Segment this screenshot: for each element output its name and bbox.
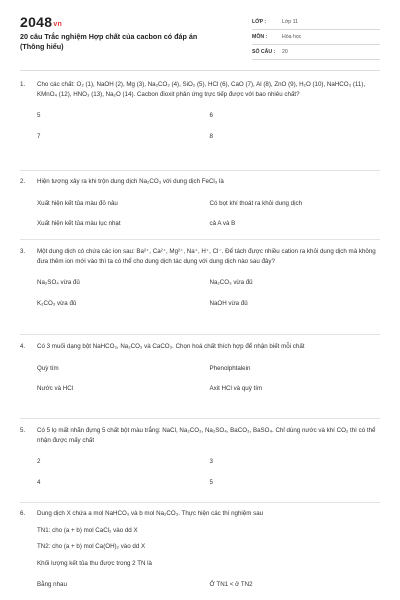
answer-option[interactable]: 5	[209, 478, 213, 486]
answer-options	[20, 580, 382, 590]
question-number: 5.	[20, 427, 26, 434]
question-6	[20, 509, 382, 590]
answer-option[interactable]: Xuất hiện kết tủa màu đỏ nâu	[37, 199, 118, 207]
experiment-line: Khối lượng kết tủa thu được trong 2 TN là	[37, 559, 153, 567]
question-number: 1.	[20, 81, 26, 88]
info-label: SỐ CÂU :	[252, 49, 276, 55]
question-divider	[20, 239, 380, 240]
answer-options	[20, 364, 382, 394]
info-label: LỚP :	[252, 19, 267, 25]
answer-option[interactable]: 7	[37, 132, 41, 140]
experiment-line: TN2: cho (a + b) mol Ca(OH)₂ vào dd X	[37, 543, 146, 550]
question-number: 4.	[20, 343, 26, 350]
question-2	[20, 177, 382, 229]
document-header	[0, 0, 400, 62]
answer-option[interactable]: Phenolphtalein	[209, 364, 251, 372]
question-text: Một dung dịch có chứa các ion sau: Ba²⁺, Ca²⁺, Mg²⁺, Na⁺, H⁺, Cl⁻. Để tách được nhiều cation ra khỏi dung dịch mà không đưa thêm ion mới vào thì ta có thể cho dung dịch tác dụng với dung dịch nào sau đây?	[37, 248, 376, 265]
answer-option[interactable]: 3	[209, 458, 213, 465]
answer-options	[20, 457, 382, 487]
answer-option[interactable]: Ở TN1 < ở TN2	[209, 581, 253, 588]
answer-options	[20, 111, 382, 141]
info-row-count	[252, 45, 380, 60]
info-label: MÔN :	[252, 34, 268, 40]
answer-option[interactable]: Na₂CO₃ vừa đủ	[209, 279, 253, 286]
answer-option[interactable]: Xuất hiện kết tủa màu lục nhạt	[37, 220, 121, 227]
answer-option[interactable]: K₂CO₃ vừa đủ	[37, 299, 77, 307]
info-value: Hóa học	[282, 34, 302, 40]
answer-option[interactable]: Na₂SO₄ vừa đủ	[37, 279, 80, 286]
document-title: 20 câu Trắc nghiệm Hợp chất của cacbon có đáp án (Thông hiểu)	[20, 32, 198, 51]
question-divider	[20, 170, 380, 171]
answer-options	[20, 278, 382, 308]
question-text: Dung dịch X chứa a mol NaHCO₃ và b mol Na₂CO₃. Thực hiện các thí nghiệm sau	[37, 510, 264, 517]
question-number: 3.	[20, 248, 26, 255]
question-5	[20, 426, 382, 487]
site-logo[interactable]	[20, 14, 62, 30]
info-value: Lớp 11	[282, 19, 298, 25]
answer-option[interactable]: Axit HCl và quỳ tím	[209, 385, 263, 392]
answer-option[interactable]: cả A và B	[209, 220, 236, 227]
info-value: 20	[282, 49, 288, 55]
answer-option[interactable]: Có bọt khí thoát ra khỏi dung dịch	[209, 199, 303, 207]
question-divider	[20, 418, 380, 419]
answer-option[interactable]: 5	[37, 112, 41, 119]
question-4	[20, 342, 382, 394]
question-text: Hiện tượng xảy ra khi trộn dung dịch Na₂CO₃ với dung dịch FeCl₃ là	[37, 178, 224, 185]
question-divider	[20, 334, 380, 335]
answer-option[interactable]: Nước và HCl	[37, 385, 74, 392]
logo-suffix: vn	[53, 21, 63, 28]
document-info	[252, 15, 380, 60]
answer-option[interactable]: 2	[37, 458, 41, 465]
question-divider	[20, 502, 380, 503]
answer-option[interactable]: 4	[37, 478, 41, 486]
question-3	[20, 247, 382, 308]
answer-option[interactable]: NaOH vừa đủ	[209, 299, 248, 307]
info-row-subject	[252, 30, 380, 45]
answer-option[interactable]: 6	[209, 112, 213, 119]
answer-option[interactable]: Bằng nhau	[37, 581, 67, 588]
answer-option[interactable]: 8	[209, 132, 213, 140]
logo-text: 2048	[20, 14, 53, 30]
question-1	[20, 80, 382, 141]
answer-options	[20, 199, 382, 229]
answer-option[interactable]: Quỳ tím	[37, 364, 59, 372]
question-number: 2.	[20, 178, 26, 185]
question-text: Có 5 lọ mất nhãn đựng 5 chất bột màu trắng: NaCl, Na₂CO₃, Na₂SO₄, BaCO₃, BaSO₄. Chỉ dùng nước và khí CO₂ thì có thể nhận được mấy chất	[37, 427, 376, 444]
experiment-line: TN1: cho (a + b) mol CaCl₂ vào dd X	[37, 526, 138, 534]
question-text: Cho các chất: O₂ (1), NaOH (2), Mg (3), Na₂CO₃ (4), SiO₂ (5), HCl (6), CaO (7), Al (8), ZnO (9), H₂O (10), NaHCO₃ (11), KMnO₄ (12), HNO₃ (13), Na₂O (14). Cacbon đioxit phản ứng trực tiếp được với bao nhiêu chất?	[37, 81, 366, 98]
question-number: 6.	[20, 510, 26, 517]
question-text: Có 3 muối dạng bột NaHCO₃, Na₂CO₃ và CaCO₃. Chọn hoá chất thích hợp để nhận biết mỗi chất	[37, 343, 305, 350]
header-divider	[20, 70, 380, 71]
info-row-class	[252, 15, 380, 30]
